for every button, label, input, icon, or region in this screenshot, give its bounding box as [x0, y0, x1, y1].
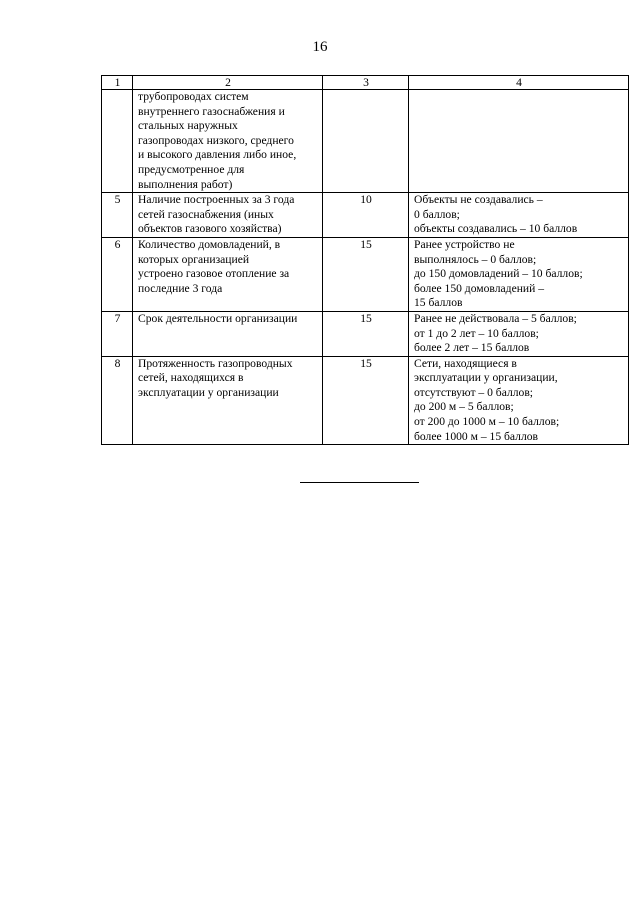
- scoring-line: от 200 до 1000 м – 10 баллов;: [414, 415, 560, 429]
- scoring-line: отсутствуют – 0 баллов;: [414, 385, 534, 399]
- column-header: 2: [133, 76, 323, 90]
- column-header: 4: [409, 76, 629, 90]
- criterion-cell: [133, 356, 323, 445]
- scoring-scale-cell: [409, 356, 629, 445]
- page-number: 16: [312, 39, 328, 55]
- criterion-line: стальных наружных: [138, 119, 238, 133]
- table-row: [102, 237, 629, 311]
- criterion-line: трубопроводах систем: [138, 90, 249, 103]
- row-number-cell: 7: [102, 311, 133, 356]
- scoring-scale-cell: [409, 311, 629, 356]
- criterion-line: предусмотренное для: [138, 162, 245, 176]
- scoring-line: 0 баллов;: [414, 207, 460, 221]
- scoring-line: более 2 лет – 15 баллов: [414, 341, 530, 355]
- table-row: [102, 356, 629, 445]
- criterion-cell: [133, 193, 323, 238]
- criterion-cell: [133, 90, 323, 193]
- criterion-line: Количество домовладений, в: [138, 237, 281, 251]
- column-header: 3: [323, 76, 409, 90]
- table-row: [102, 193, 629, 238]
- criterion-cell: [133, 237, 323, 311]
- scoring-scale-cell: [409, 193, 629, 238]
- criterion-line: устроено газовое отопление за: [138, 267, 290, 281]
- column-header: 1: [102, 76, 133, 90]
- max-points-cell: 15: [323, 356, 409, 445]
- scoring-scale-cell: [409, 237, 629, 311]
- max-points-cell: 15: [323, 311, 409, 356]
- scoring-line: до 150 домовладений – 10 баллов;: [414, 267, 583, 281]
- scoring-line: более 1000 м – 15 баллов: [414, 429, 539, 443]
- row-number-cell: 5: [102, 193, 133, 238]
- criterion-line: которых организацией: [138, 252, 250, 266]
- criterion-line: и высокого давления либо иное,: [138, 148, 297, 162]
- table-header-row: [102, 76, 629, 90]
- criterion-line: последние 3 года: [138, 281, 223, 295]
- criterion-line: объектов газового хозяйства): [138, 222, 282, 236]
- scoring-line: Сети, находящиеся в: [414, 356, 517, 370]
- criterion-line: выполнения работ): [138, 177, 233, 191]
- table-row: [102, 311, 629, 356]
- criterion-line: эксплуатации у организации: [138, 385, 279, 399]
- max-points-cell: 15: [323, 237, 409, 311]
- criterion-line: Протяженность газопроводных: [138, 356, 293, 370]
- scoring-line: объекты создавались – 10 баллов: [414, 222, 578, 236]
- row-number-cell: 6: [102, 237, 133, 311]
- row-number-cell: 8: [102, 356, 133, 445]
- footer-divider: [300, 482, 419, 483]
- scoring-line: выполнялось – 0 баллов;: [414, 252, 537, 266]
- criterion-line: сетей газоснабжения (иных: [138, 207, 274, 221]
- criterion-line: сетей, находящихся в: [138, 371, 244, 385]
- scoring-line: от 1 до 2 лет – 10 баллов;: [414, 326, 539, 340]
- criterion-line: Срок деятельности организации: [138, 311, 298, 325]
- criteria-table: [101, 75, 629, 445]
- criterion-line: Наличие построенных за 3 года: [138, 193, 295, 207]
- scoring-line: Объекты не создавались –: [414, 193, 543, 207]
- criterion-cell: [133, 311, 323, 356]
- criterion-line: внутреннего газоснабжения и: [138, 104, 285, 118]
- table-row: [102, 90, 629, 193]
- scoring-line: эксплуатации у организации,: [414, 371, 558, 385]
- scoring-line: 15 баллов: [414, 296, 463, 310]
- scoring-line: Ранее устройство не: [414, 237, 515, 251]
- max-points-cell: 10: [323, 193, 409, 238]
- scoring-line: до 200 м – 5 баллов;: [414, 400, 514, 414]
- criterion-line: газопроводах низкого, среднего: [138, 133, 294, 147]
- row-number-cell: [102, 90, 133, 193]
- scoring-line: более 150 домовладений –: [414, 281, 545, 295]
- scoring-line: Ранее не действовала – 5 баллов;: [414, 311, 577, 325]
- max-points-cell: [323, 90, 409, 193]
- scoring-scale-cell: [409, 90, 629, 193]
